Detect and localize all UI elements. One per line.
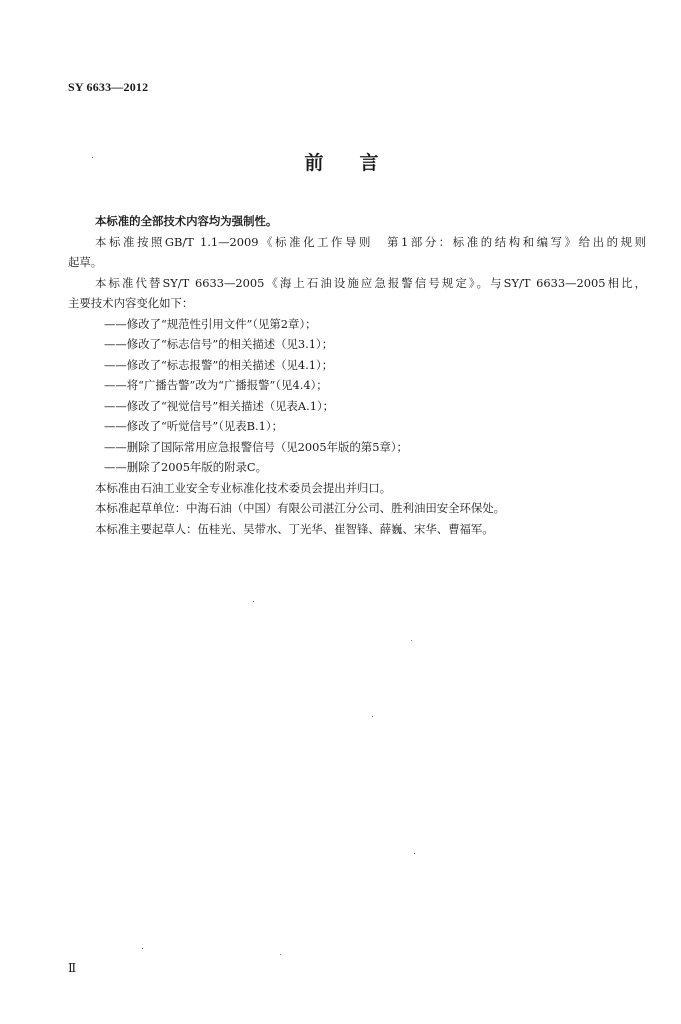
page-title: 前言 [304, 152, 415, 174]
drafting-units: 本标准起草单位：中海石油（中国）有限公司湛江分公司、胜利油田安全环保处。 [95, 501, 506, 515]
change-item: ——修改了“视觉信号”相关描述（见表A.1）； [104, 398, 335, 413]
change-item: ——修改了“规范性引用文件”（见第2章）； [104, 316, 317, 331]
standard-code-header: SY 6633—2012 [68, 80, 149, 94]
foreword-body [68, 211, 646, 539]
replacement-line2: 主要技术内容变化如下： [68, 296, 194, 310]
scan-speck [280, 954, 281, 955]
scan-speck [411, 640, 412, 641]
scan-speck [253, 601, 254, 602]
scan-speck [142, 948, 143, 949]
scan-speck [92, 157, 93, 158]
change-item: ——删除了国际常用应急报警信号（见2005年版的第5章）； [104, 439, 408, 454]
mandatory-statement: 本标准的全部技术内容均为强制性。 [95, 214, 278, 228]
drafters: 本标准主要起草人：伍桂光、吴带水、丁光华、崔智锋、薛巍、宋华、曹福军。 [95, 521, 494, 536]
page-number: Ⅱ [68, 961, 77, 975]
change-item: ——修改了“标志报警”的相关描述（见4.1）； [104, 357, 334, 372]
replacement-line1: 本标准代替SY/T 6633—2005《海上石油设施应急报警信号规定》。与SY/T 6633—2005相比， [95, 275, 646, 290]
change-item: ——修改了“标志信号”的相关描述（见3.1）； [104, 337, 334, 351]
scan-speck [414, 853, 415, 854]
change-item: ——将“广播告警”改为“广播报警”（见4.4）； [104, 378, 328, 392]
drafting-rule-line1: 本标准按照GB/T 1.1—2009《标准化工作导则 第1部分：标准的结构和编写》给出的规则 [95, 234, 646, 249]
change-item: ——修改了“听觉信号”（见表B.1）； [104, 419, 283, 433]
scan-speck [372, 716, 373, 717]
drafting-rule-line2: 起草。 [68, 255, 103, 269]
change-list [68, 314, 646, 478]
proposer-statement: 本标准由石油工业安全专业标准化技术委员会提出并归口。 [95, 480, 392, 495]
change-item: ——删除了2005年版的附录C。 [104, 460, 268, 474]
